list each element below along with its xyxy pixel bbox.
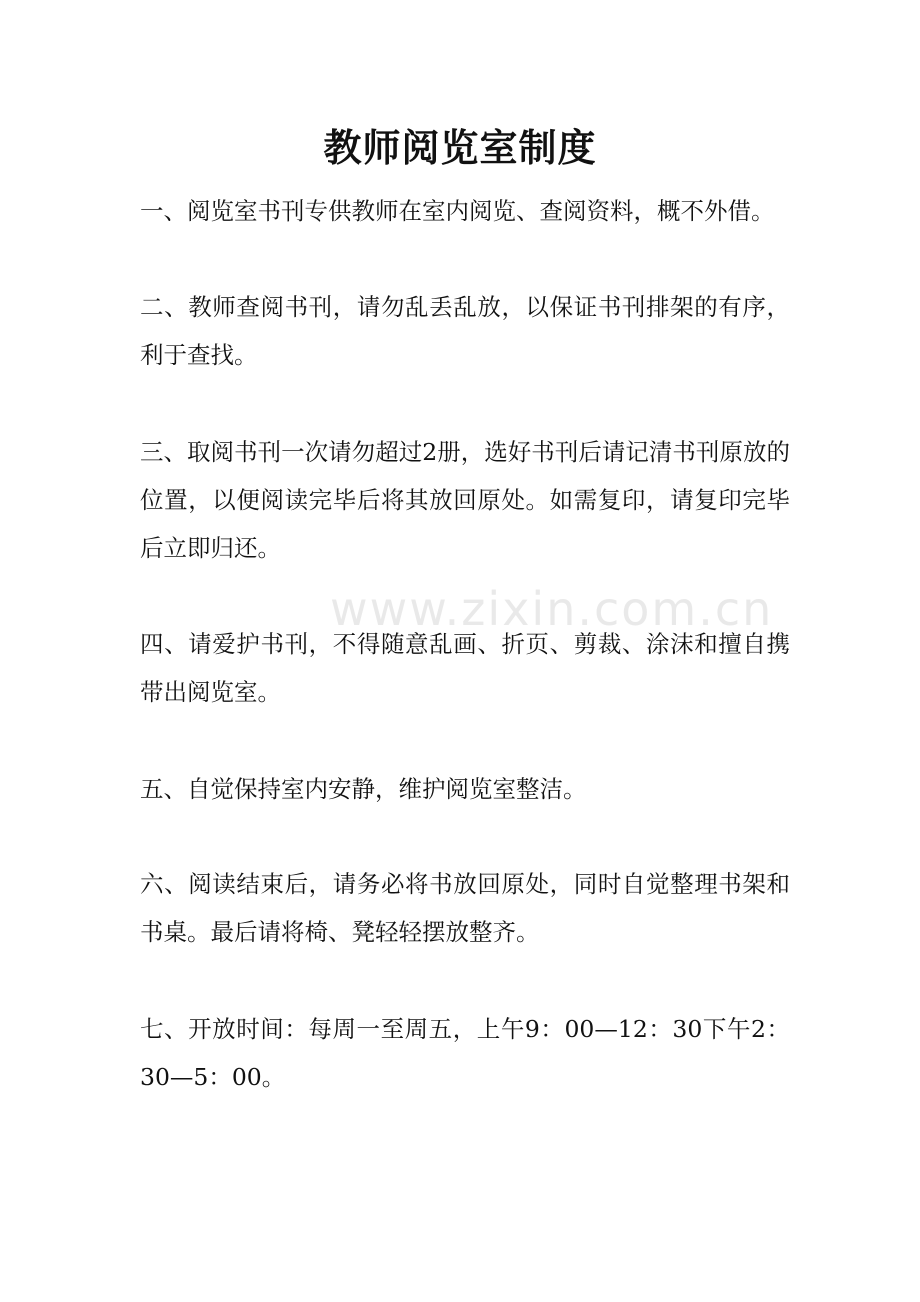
rule-item-7: 七、开放时间：每周一至周五，上午9：00—12：30下午2：30—5：00。 <box>140 1015 790 1091</box>
watermark: www.zixin.com.cn <box>330 582 774 636</box>
document-title: 教师阅览室制度 <box>323 126 597 170</box>
rule-item-4: 四、请爱护书刊，不得随意乱画、折页、剪裁、涂沫和擅自携带出阅览室。 <box>140 630 790 706</box>
rule-item-6: 六、阅读结束后，请务必将书放回原处，同时自觉整理书架和书桌。最后请将椅、凳轻轻摆放整齐。 <box>140 870 790 946</box>
rule-item-2: 二、教师查阅书刊，请勿乱丢乱放，以保证书刊排架的有序，利于查找。 <box>140 293 790 369</box>
rule-item-1: 一、阅览室书刊专供教师在室内阅览、查阅资料，概不外借。 <box>140 197 775 225</box>
rule-item-3: 三、取阅书刊一次请勿超过2册，选好书刊后请记清书刊原放的位置，以便阅读完毕后将其放回原处。如需复印，请复印完毕后立即归还。 <box>140 438 790 562</box>
rule-item-5: 五、自觉保持室内安静，维护阅览室整洁。 <box>140 775 587 803</box>
